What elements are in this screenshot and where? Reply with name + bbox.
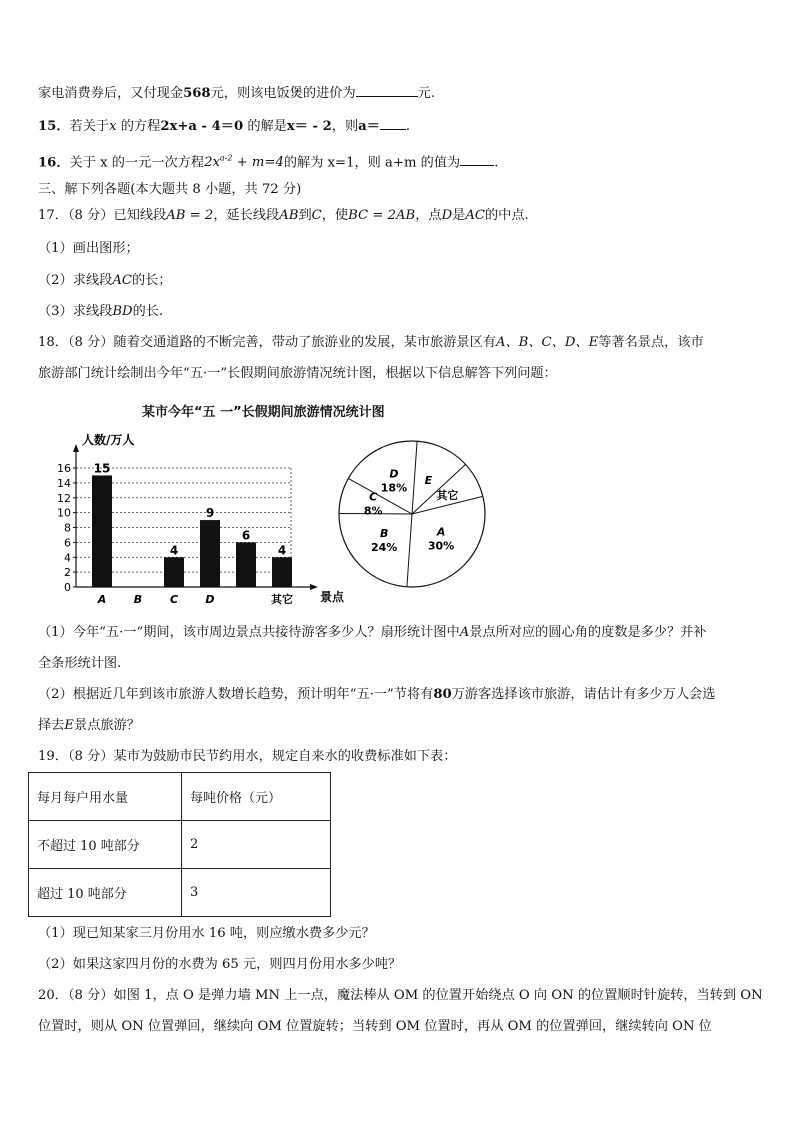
table-header-row [29, 773, 331, 821]
q18-sub2-pre: （2）根据近几年到该市旅游人数增长趋势，预计明年“五·一”节将有 [38, 687, 434, 702]
q15-end: . [405, 119, 411, 134]
x-tick-label: C [169, 593, 179, 606]
q16-number: 16． [38, 155, 70, 171]
y-tick-label: 4 [64, 551, 71, 565]
data-label: 15 [93, 461, 111, 476]
q18-stem-line2: 旅游部门统计绘制出今年“五·一”长假期间旅游情况统计图，根据以下信息解答下列问题： [38, 366, 557, 381]
q16-text-pre: 关于 x 的一元一次方程 [69, 155, 205, 171]
q17-c: C [311, 208, 322, 223]
q18-sub1-pre: （1）今年“五·一”期间，该市周边景点共接待游客多少人？扇形统计图中 [38, 625, 460, 640]
bar [92, 475, 112, 587]
y-axis-label: 人数/万人 [82, 433, 135, 447]
pie-slice-label: C [369, 490, 378, 504]
q17-d: D [441, 208, 453, 223]
pie-chart [334, 436, 494, 596]
pie-slice-percent: 18% [380, 481, 408, 495]
q16-line [38, 150, 498, 172]
data-label: 6 [241, 528, 251, 543]
q16-end: . [494, 155, 499, 171]
table-row [29, 821, 331, 869]
q16-eq-rest: + m=4 [232, 155, 284, 171]
q18-sub2-post: 万游客选择该市旅游，请估计有多少万人会选 [451, 687, 716, 702]
pie-layer [339, 441, 485, 587]
q17-ac: AC [465, 208, 485, 223]
table-header-cell: 每月每户用水量 [29, 773, 182, 821]
pie-slice-label: D [389, 467, 399, 481]
q16-eq-base: 2x [204, 155, 220, 171]
q15-ask: a＝ [358, 119, 380, 134]
q18-stem-post: 等著名景点，该市 [598, 335, 704, 350]
q18-sub1-post: 景点所对应的圆心角的度数是多少？并补 [469, 625, 707, 640]
q18-sub2-line1 [38, 686, 715, 704]
pie-slice-percent: 8% [363, 504, 383, 518]
water-fee-table [28, 772, 331, 917]
q18-sub2-line2 [38, 717, 140, 735]
q17-ab: AB = 2 [166, 208, 214, 223]
bar [272, 557, 292, 587]
table-cell: 超过 10 吨部分 [29, 869, 182, 917]
q18-stem-letters: A、B、C、D、E [495, 335, 599, 350]
q18-stem-line1 [38, 334, 704, 352]
q15-var: x [109, 119, 117, 134]
q14-tail-line [38, 82, 435, 103]
q15-line [38, 115, 410, 136]
pie-slice-percent: 24% [370, 540, 398, 554]
pie-slice-label: 其它 [436, 488, 459, 502]
q17-text-5: ，点 [415, 208, 442, 223]
q17-sub2-var: AC [112, 273, 132, 288]
q16-text-post: 的解为 x=1，则 a+m 的值为 [283, 155, 461, 171]
bar-layer [57, 432, 345, 606]
data-label: 4 [277, 543, 287, 558]
q15-text-mid3: ，则 [331, 119, 359, 134]
x-axis-arrow [310, 584, 318, 590]
q17-text-6: 是 [452, 208, 466, 223]
q18-sub2-num: 80 [433, 687, 452, 702]
q14-text-post: 元，则该电饭煲的进价为 [210, 86, 356, 101]
q17-sub3-var: BD [112, 304, 133, 319]
y-tick-label: 6 [64, 536, 71, 550]
q20-line1: 20．（8 分）如图 1，点 O 是弹力墙 MN 上一点，魔法棒从 OM 的位置开始绕点 O 向 ON 的位置顺时针旋转，当转到 ON [38, 988, 763, 1003]
q17-sub1: （1）画出图形； [38, 241, 139, 256]
table-row [29, 869, 331, 917]
pie-slice-label: B [379, 526, 389, 540]
table-cell: 3 [182, 869, 331, 917]
q17-text-4: ，使 [321, 208, 349, 223]
q15-text-mid: 的方程 [116, 119, 161, 134]
y-tick-label: 2 [64, 566, 71, 580]
q16-eq-exp: a-2 [219, 154, 233, 163]
q20-line2: 位置时，则从 ON 位置弹回，继续向 OM 位置旋转；当转到 OM 位置时，再从 OM 的位置弹回，继续转向 ON 位 [38, 1019, 712, 1034]
pie-slice-label: A [436, 525, 446, 539]
table-header-cell: 每吨价格（元） [182, 773, 331, 821]
q15-equation: 2x+a - 4＝0 [160, 119, 244, 134]
y-tick-label: 12 [57, 491, 71, 505]
q18-sub1-line2: 全条形统计图. [38, 656, 122, 671]
y-tick-label: 8 [64, 521, 71, 535]
q15-text-pre: 若关于 [69, 119, 110, 134]
section-3-heading: 三、解下列各题(本大题共 8 小题，共 72 分) [38, 182, 302, 197]
y-tick-label: 14 [57, 476, 71, 490]
x-tick-label: A [97, 593, 107, 606]
pie-slice-percent: 30% [427, 539, 455, 553]
q18-sub2-line2-post: 景点旅游？ [74, 718, 140, 733]
q17-text-2: ，延长线段 [213, 208, 280, 223]
q15-answer-blank[interactable] [380, 115, 406, 130]
q19-sub2: （2）如果这家四月份的水费为 65 元，则四月份用水多少吨？ [38, 957, 402, 972]
bar-chart [46, 430, 346, 610]
q17-sub3-end: 的长. [132, 304, 164, 319]
q17-sub2-pre: （2）求线段 [38, 273, 113, 288]
q19-stem: 19．（8 分）某市为鼓励市民节约用水，规定自来水的收费标准如下表： [38, 749, 457, 764]
q18-sub1-var: A [459, 625, 470, 640]
q18-sub1-line1 [38, 624, 707, 642]
x-tick-label: D [205, 593, 215, 606]
bar [200, 520, 220, 587]
q18-stem-pre: 18．（8 分）随着交通道路的不断完善，带动了旅游业的发展，某市旅游景区有 [38, 335, 496, 350]
q19-sub1: （1）现已知某家三月份用水 16 吨，则应缴水费多少元？ [38, 926, 375, 941]
pie-slice-label: E [424, 473, 433, 487]
bar [236, 542, 256, 587]
q17-sub3-pre: （3）求线段 [38, 304, 113, 319]
q14-unit: 元. [417, 86, 436, 101]
bar [164, 557, 184, 587]
q17-sub2 [38, 272, 172, 290]
q17-sub2-end: 的长； [131, 273, 172, 288]
q15-solution: x＝ - 2 [286, 119, 332, 134]
q14-answer-blank[interactable] [356, 82, 418, 97]
q17-sub3 [38, 303, 163, 321]
q14-amount: 568 [183, 86, 211, 101]
x-tick-label: B [133, 593, 143, 606]
data-label: 9 [205, 506, 215, 521]
y-tick-label: 0 [64, 581, 71, 594]
x-axis-label: 景点 [320, 590, 345, 604]
q15-text-mid2: 的解是 [243, 119, 287, 134]
q17-bc: BC = 2AB [348, 208, 416, 223]
q18-sub2-line2-var: E [64, 718, 75, 733]
q15-number: 15． [38, 119, 70, 134]
q17-text-1: 17．（8 分）已知线段 [38, 208, 167, 223]
y-tick-label: 10 [57, 506, 71, 520]
q17-text-3: 到 [298, 208, 312, 223]
q17-text-7: 的中点. [484, 208, 529, 223]
table-cell: 不超过 10 吨部分 [29, 821, 182, 869]
x-tick-label: 其它 [271, 593, 293, 606]
data-label: 4 [169, 543, 179, 558]
y-axis-arrow [73, 444, 79, 452]
chart-title: 某市今年“五 一”长假期间旅游情况统计图 [142, 405, 385, 420]
q14-text-pre: 家电消费券后，又付现金 [38, 86, 184, 101]
q17-ab2: AB [279, 208, 299, 223]
q18-sub2-line2-pre: 择去 [38, 718, 65, 733]
q16-equation [204, 155, 284, 170]
q17-stem [38, 207, 529, 225]
table-cell: 2 [182, 821, 331, 869]
y-tick-label: 16 [57, 462, 71, 475]
q16-answer-blank[interactable] [460, 151, 494, 166]
